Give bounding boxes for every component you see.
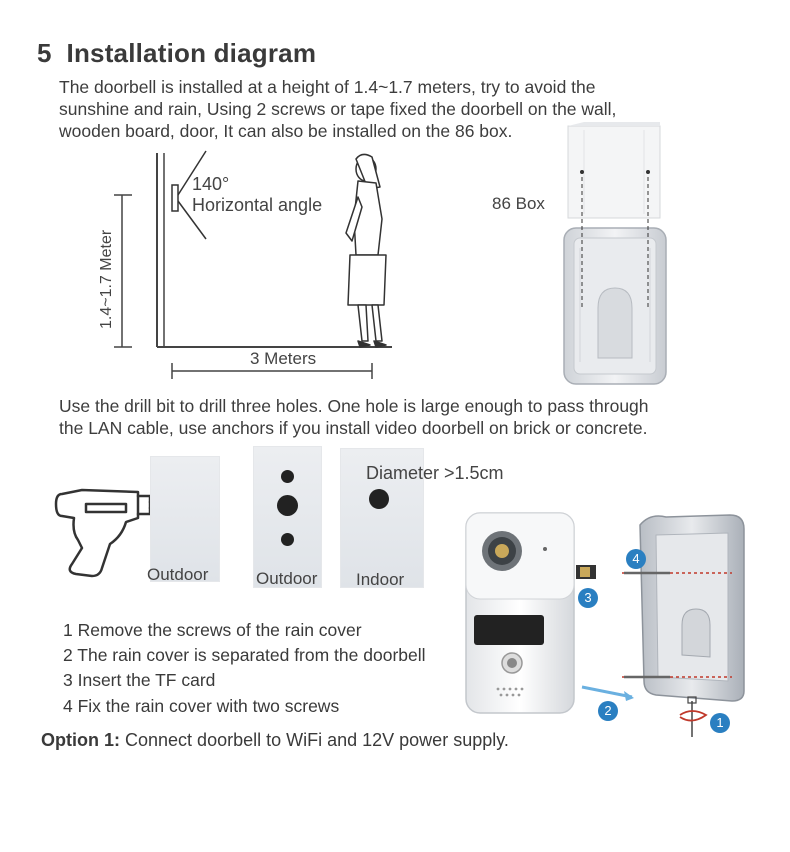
intro-line: wooden board, door, It can also be installed on the 86 box. [59, 121, 513, 141]
doorbell-device [466, 513, 574, 713]
person-figure [346, 154, 386, 347]
cable-hole [369, 489, 389, 509]
intro-line: sunshine and rain, Using 2 screws or tape fixed the doorbell on the wall, [59, 99, 617, 119]
distance-label: 3 Meters [250, 349, 317, 368]
wall-panel-outdoor-1 [150, 456, 220, 582]
panel-label-indoor: Indoor [356, 570, 405, 589]
drill-paragraph [59, 395, 719, 439]
height-label: 1.4~1.7 Meter [98, 229, 115, 329]
intro-line: The doorbell is installed at a height of 1.4~1.7 meters, try to avoid the [59, 77, 596, 97]
panel-label-outdoor-2: Outdoor [256, 569, 318, 588]
section-number: 5 [37, 38, 52, 68]
diameter-label: Diameter >1.5cm [366, 463, 504, 483]
option-label: Option 1: [41, 730, 120, 750]
section-heading: Installation diagram [66, 38, 317, 68]
angle-label: Horizontal angle [192, 195, 323, 215]
drill-line: the LAN cable, use anchors if you install video doorbell on brick or concrete. [59, 418, 648, 438]
step-3: 3 Insert the TF card [63, 670, 216, 690]
box-label: 86 Box [492, 194, 545, 213]
wall-panel-outdoor-2 [253, 446, 322, 588]
badge-2: 2 [598, 701, 618, 721]
step-1: 1 Remove the screws of the rain cover [63, 620, 362, 640]
small-hole [281, 470, 294, 483]
step-2: 2 The rain cover is separated from the doorbell [63, 645, 426, 665]
doorbell-mark [172, 185, 178, 211]
small-hole [281, 533, 294, 546]
badge-3: 3 [578, 588, 598, 608]
rotate-arrow [680, 711, 706, 721]
step-4: 4 Fix the rain cover with two screws [63, 696, 340, 716]
option-text: Connect doorbell to WiFi and 12V power supply. [125, 730, 509, 750]
box-illustration [560, 122, 670, 388]
section-title [37, 38, 316, 69]
option-line [41, 730, 509, 751]
angle-value: 140° [192, 174, 230, 194]
drill-line: Use the drill bit to drill three holes. One hole is large enough to pass through [59, 396, 649, 416]
badge-4: 4 [626, 549, 646, 569]
panel-label-outdoor-1: Outdoor [147, 565, 209, 584]
rain-cover [640, 515, 744, 701]
mounting-plate [564, 228, 666, 384]
badge-1: 1 [710, 713, 730, 733]
large-hole [277, 495, 298, 516]
